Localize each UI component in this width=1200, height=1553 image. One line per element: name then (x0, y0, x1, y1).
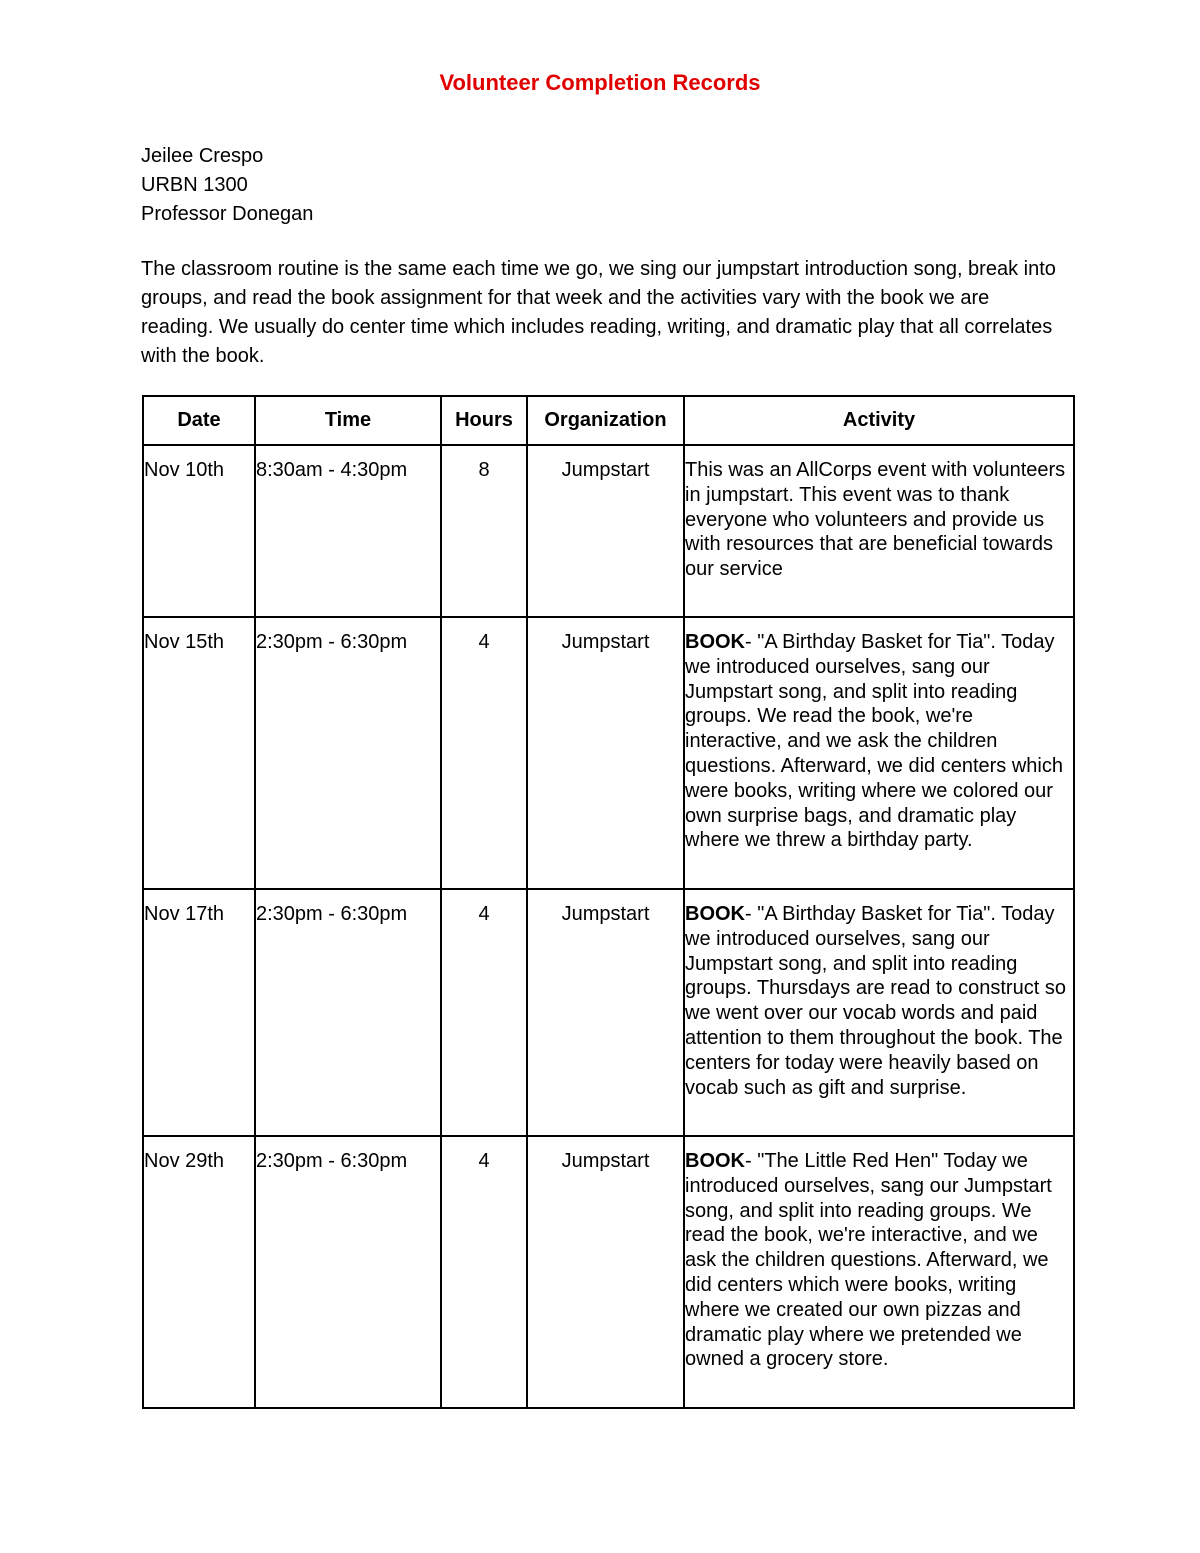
cell-time: 2:30pm - 6:30pm (255, 1136, 441, 1408)
cell-date: Nov 29th (143, 1136, 255, 1408)
header-organization: Organization (527, 396, 684, 445)
cell-hours: 4 (441, 617, 527, 889)
cell-organization: Jumpstart (527, 889, 684, 1136)
volunteer-records-table (142, 395, 1075, 1409)
table-row (143, 445, 1074, 617)
cell-hours: 8 (441, 445, 527, 617)
cell-organization: Jumpstart (527, 445, 684, 617)
document-title: Volunteer Completion Records (439, 70, 761, 95)
cell-date: Nov 10th (143, 445, 255, 617)
header-hours: Hours (441, 396, 527, 445)
cell-date: Nov 17th (143, 889, 255, 1136)
cell-activity (684, 889, 1074, 1136)
cell-hours: 4 (441, 1136, 527, 1408)
table-row (143, 1136, 1074, 1408)
intro-paragraph: The classroom routine is the same each time we go, we sing our jumpstart introduction song, break into groups, and read the book assignment for that week and the activities vary with the book we are reading. We usually do center time which includes reading, writing, and dramatic play that all correlates with the book. (141, 258, 1056, 367)
header-date: Date (143, 396, 255, 445)
cell-organization: Jumpstart (527, 1136, 684, 1408)
student-info (141, 142, 313, 229)
activity-book-label: BOOK (685, 631, 745, 653)
professor-name: Professor Donegan (141, 203, 314, 225)
activity-text: - "A Birthday Basket for Tia". Today we introduced ourselves, sang our Jumpstart song, and split into reading groups. Thursdays are read to construct so we went over our vocab words and paid attention to them throughout the book. The centers for today were heavily based on vocab such as gift and surprise. (685, 903, 1066, 1099)
table-row (143, 889, 1074, 1136)
header-activity: Activity (684, 396, 1074, 445)
header-time: Time (255, 396, 441, 445)
activity-book-label: BOOK (685, 1150, 745, 1172)
cell-organization: Jumpstart (527, 617, 684, 889)
table-header-row (143, 396, 1074, 445)
student-name: Jeilee Crespo (141, 145, 264, 167)
cell-hours: 4 (441, 889, 527, 1136)
cell-time: 2:30pm - 6:30pm (255, 617, 441, 889)
activity-text: - "The Little Red Hen" Today we introduced ourselves, sang our Jumpstart song, and split into reading groups. We read the book, we're interactive, and we ask the children questions. Afterward, we did centers which were books, writing where we created our own pizzas and dramatic play where we pretended we owned a grocery store. (685, 1150, 1052, 1371)
cell-time: 8:30am - 4:30pm (255, 445, 441, 617)
activity-text: - "A Birthday Basket for Tia". Today we introduced ourselves, sang our Jumpstart song, and split into reading groups. We read the book, we're interactive, and we ask the children questions. Afterward, we did centers which were books, writing where we colored our own surprise bags, and dramatic play where we threw a birthday party. (685, 631, 1063, 852)
cell-date: Nov 15th (143, 617, 255, 889)
cell-activity (684, 617, 1074, 889)
cell-activity (684, 1136, 1074, 1408)
activity-book-label: BOOK (685, 903, 745, 925)
cell-time: 2:30pm - 6:30pm (255, 889, 441, 1136)
cell-activity (684, 445, 1074, 617)
course-code: URBN 1300 (141, 174, 248, 196)
table-row (143, 617, 1074, 889)
activity-text: This was an AllCorps event with volunteers in jumpstart. This event was to thank everyone who volunteers and provide us with resources that are beneficial towards our service (685, 459, 1066, 581)
